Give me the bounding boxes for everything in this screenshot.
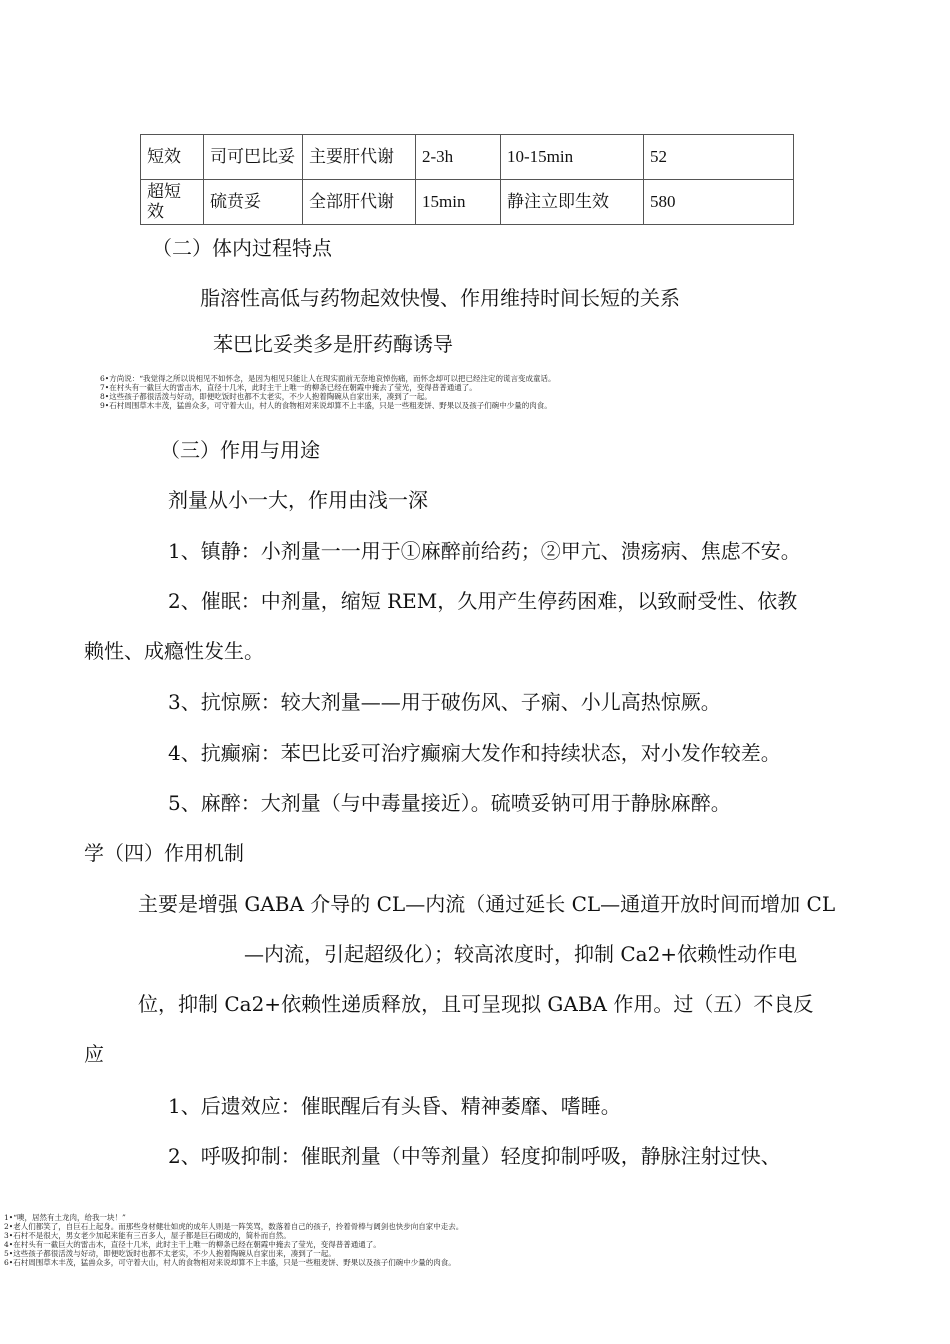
list-item: 4、抗癫痫：苯巴比妥可治疗癫痫大发作和持续状态，对小发作较差。 (168, 741, 781, 765)
footnote: 2•老人们都笑了，自巨石上起身。而那些身材健壮如虎的成年人则是一阵笑骂，数落着自己的孩子，拎着骨棒与阔剑也快步向自家中走去。 (4, 1222, 464, 1231)
paragraph: 脂溶性高低与药物起效快慢、作用维持时间长短的关系 (200, 286, 680, 310)
paragraph: 位，抑制 Ca2+依赖性递质释放，且可呈现拟 GABA 作用。过（五）不良反 (138, 992, 814, 1016)
table-row (141, 135, 794, 180)
inline-note: 7•在村头有一截巨大的雷击木，直径十几米，此时主干上唯一的柳条已经在朝霞中掩去了莹光，变得普普通通了。 (100, 383, 477, 392)
table-cell: 15min (416, 180, 501, 225)
paragraph: 应 (84, 1042, 104, 1066)
inline-note: 8•这些孩子都很活泼与好动，即便吃饭时也都不太老实，不少人抱着陶碗从自家出来，凑到了一起。 (100, 392, 432, 401)
footnote: 1•“噢，居然有土龙肉，给我一块！” (4, 1213, 126, 1222)
footnote: 5•这些孩子都很活泼与好动，即便吃饭时也都不太老实，不少人抱着陶碗从自家出来，凑到了一起。 (4, 1249, 336, 1258)
drug-table (140, 134, 794, 225)
table-row (141, 180, 794, 225)
section-heading: 学（四）作用机制 (84, 841, 244, 865)
table-cell: 52 (644, 135, 794, 180)
section-heading: （三）作用与用途 (160, 438, 320, 462)
inline-note-block (100, 374, 556, 410)
footnote: 3•石村不是很大，男女老少加起来能有三百多人，屋子都是巨石砌成的，简朴而自然。 (4, 1231, 291, 1240)
table-cell: 短效 (141, 135, 204, 180)
table-cell: 2-3h (416, 135, 501, 180)
list-item-continuation: 赖性、成瘾性发生。 (84, 639, 264, 663)
footnotes (4, 1213, 463, 1267)
list-item: 1、镇静：小剂量一一用于①麻醉前给药；②甲亢、溃疡病、焦虑不安。 (168, 539, 801, 563)
table-cell: 580 (644, 180, 794, 225)
list-item: 2、呼吸抑制：催眠剂量（中等剂量）轻度抑制呼吸，静脉注射过快、 (168, 1144, 781, 1168)
footnote: 4•在村头有一截巨大的雷击木，直径十几米，此时主干上唯一的柳条已经在朝霞中掩去了莹光，变得普普通通了。 (4, 1240, 381, 1249)
inline-note: 9•石村周围草木丰茂，猛兽众多，可守着大山，村人的食物相对来说却算不上丰盛，只是一些粗麦饼、野果以及孩子们碗中少量的肉食。 (100, 401, 552, 410)
list-item: 3、抗惊厥：较大剂量——用于破伤风、子痫、小儿高热惊厥。 (168, 690, 721, 714)
table-cell: 全部肝代谢 (303, 180, 416, 225)
footnote: 6•石村周围草木丰茂，猛兽众多，可守着大山，村人的食物相对来说却算不上丰盛，只是一些粗麦饼、野果以及孩子们碗中少量的肉食。 (4, 1258, 456, 1267)
paragraph: —内流，引起超级化）；较高浓度时，抑制 Ca2+依赖性动作电 (244, 942, 798, 966)
table-cell: 超短效 (141, 180, 204, 225)
table-cell: 主要肝代谢 (303, 135, 416, 180)
list-item: 2、催眠：中剂量，缩短 REM，久用产生停药困难，以致耐受性、依教 (168, 589, 798, 613)
table-cell: 10-15min (501, 135, 644, 180)
inline-note: 6•方尚说：“我觉得之所以说相见不如怀念，是因为相见只能让人在现实面前无奈地哀悼伤痛，而怀念却可以把已经注定的谎言变成童话。 (100, 374, 556, 383)
section-heading: （二）体内过程特点 (152, 236, 332, 260)
list-item: 5、麻醉：大剂量（与中毒量接近）。硫喷妥钠可用于静脉麻醉。 (168, 791, 731, 815)
table-cell: 硫贲妥 (204, 180, 303, 225)
table-cell: 静注立即生效 (501, 180, 644, 225)
paragraph: 主要是增强 GABA 介导的 CL—内流（通过延长 CL—通道开放时间而增加 CL (138, 892, 836, 916)
paragraph: 苯巴比妥类多是肝药酶诱导 (213, 332, 453, 356)
table-cell: 司可巴比妥 (204, 135, 303, 180)
paragraph: 剂量从小一大，作用由浅一深 (168, 488, 428, 512)
list-item: 1、后遗效应：催眠醒后有头昏、精神萎靡、嗜睡。 (168, 1094, 621, 1118)
